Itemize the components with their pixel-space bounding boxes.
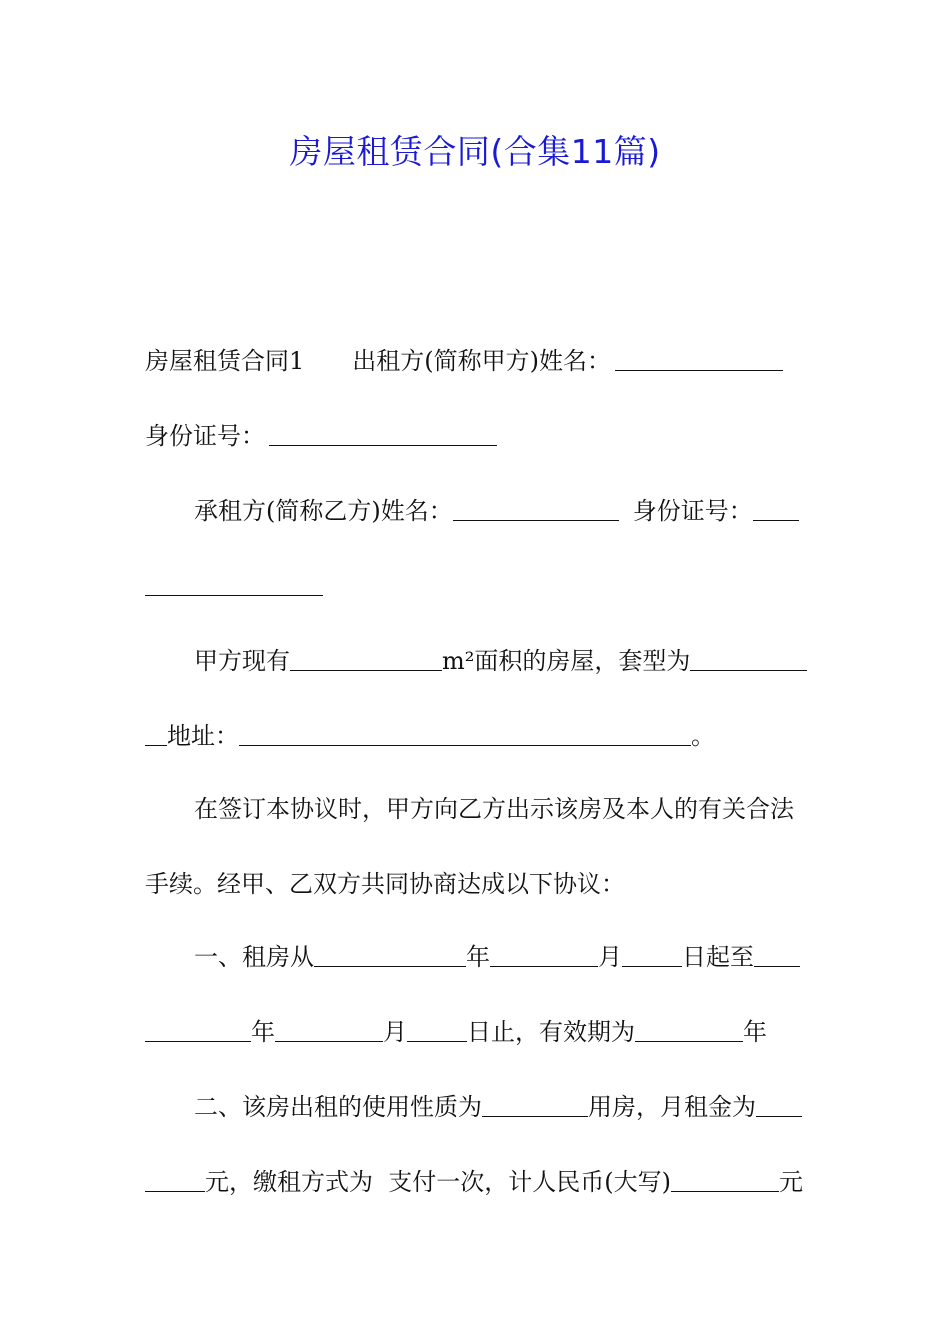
lessor-name-label: 出租方(简称甲方)姓名： bbox=[352, 347, 612, 375]
amount-words-blank bbox=[671, 1167, 779, 1192]
year-label: 年 bbox=[743, 1018, 767, 1046]
lessee-id-blank bbox=[753, 496, 799, 521]
term-start-label: 一、租房从 bbox=[194, 943, 314, 971]
contract-line-8 bbox=[145, 866, 807, 902]
area-label: 甲方现有 bbox=[194, 647, 290, 675]
validity-label: 日止，有效期为 bbox=[467, 1018, 635, 1046]
end-year-blank-cont bbox=[145, 1017, 251, 1042]
address-end: 。 bbox=[691, 722, 715, 750]
month-label: 月 bbox=[383, 1018, 407, 1046]
year-label: 年 bbox=[466, 943, 490, 971]
year-label: 年 bbox=[251, 1018, 275, 1046]
document-title: 房屋租赁合同(合集11篇) bbox=[289, 132, 661, 171]
lessee-id-label: 身份证号： bbox=[632, 497, 753, 525]
address-label: 地址： bbox=[167, 722, 239, 750]
validity-blank bbox=[635, 1017, 743, 1042]
start-day-blank bbox=[622, 942, 682, 967]
address-blank bbox=[239, 721, 691, 746]
paragraph-text: 手续。经甲、乙双方共同协商达成以下协议： bbox=[145, 870, 625, 898]
rent-blank bbox=[756, 1092, 802, 1117]
lessee-id-blank-cont bbox=[145, 571, 323, 596]
contract-line-9 bbox=[194, 939, 807, 975]
contract-line-3 bbox=[194, 493, 807, 529]
paragraph-text: 在签订本协议时，甲方向乙方出示该房及本人的有关合法 bbox=[194, 795, 794, 823]
yuan-label: 元 bbox=[778, 1168, 803, 1196]
lessor-name-blank bbox=[615, 346, 783, 371]
contract-line-5 bbox=[194, 643, 807, 679]
end-year-blank bbox=[754, 942, 800, 967]
rent-blank-cont bbox=[145, 1167, 205, 1192]
area-blank bbox=[290, 646, 442, 671]
contract-line-12 bbox=[145, 1164, 807, 1200]
lessee-name-blank bbox=[453, 496, 619, 521]
lessor-id-label: 身份证号： bbox=[145, 422, 265, 450]
usage-label: 二、该房出租的使用性质为 bbox=[194, 1093, 482, 1121]
contract-line-6 bbox=[145, 718, 807, 754]
contract-line-2 bbox=[145, 418, 807, 454]
unit-type-blank-cont bbox=[145, 721, 167, 746]
end-month-blank bbox=[275, 1017, 383, 1042]
contract-line-4 bbox=[145, 568, 807, 604]
usage-blank bbox=[482, 1092, 588, 1117]
start-year-blank bbox=[314, 942, 466, 967]
day-until-label: 日起至 bbox=[682, 943, 754, 971]
contract-line-7 bbox=[194, 791, 807, 827]
start-month-blank bbox=[490, 942, 598, 967]
contract-line-10 bbox=[145, 1014, 807, 1050]
month-label: 月 bbox=[598, 943, 622, 971]
lessee-name-label: 承租方(简称乙方)姓名： bbox=[194, 497, 453, 525]
contract-line-1 bbox=[145, 343, 807, 379]
unit-type-label: m²面积的房屋，套型为 bbox=[442, 647, 691, 675]
payment-label: 元，缴租方式为 支付一次，计人民币(大写) bbox=[205, 1168, 671, 1196]
contract-line-11 bbox=[194, 1089, 807, 1125]
lessor-id-blank bbox=[269, 421, 497, 446]
unit-type-blank bbox=[690, 646, 807, 671]
section-heading: 房屋租赁合同1 bbox=[145, 347, 305, 375]
rent-label: 用房，月租金为 bbox=[588, 1093, 756, 1121]
end-day-blank bbox=[407, 1017, 467, 1042]
